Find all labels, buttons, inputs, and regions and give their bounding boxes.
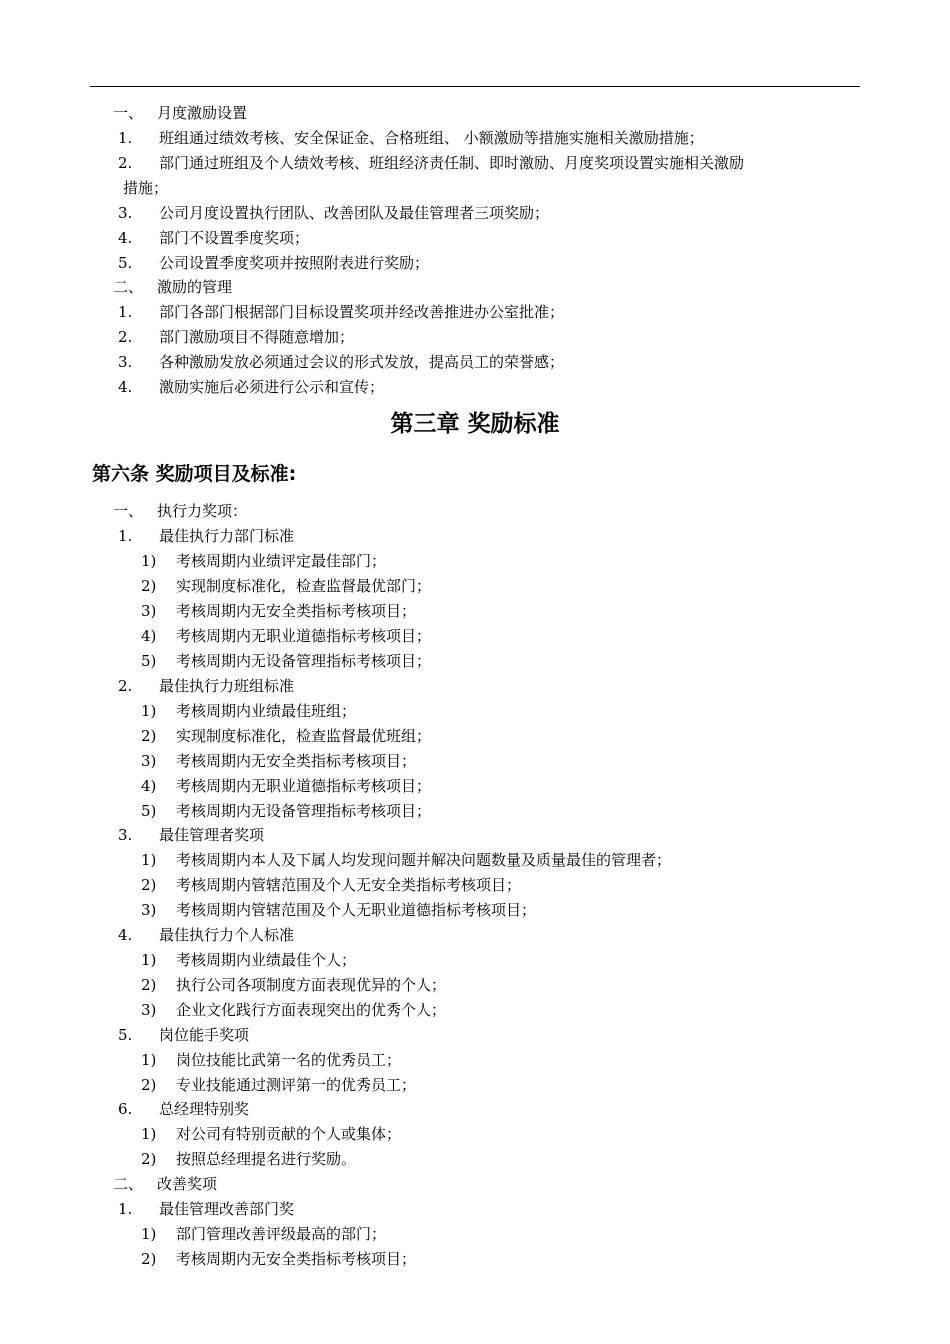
item-text: 公司设置季度奖项并按照附表进行奖励； xyxy=(159,254,430,272)
item-text: 部门各部门根据部门目标设置奖项并经改善推进办公室批准； xyxy=(159,303,565,321)
item-number: 5. xyxy=(118,254,133,272)
item-number: 2) xyxy=(141,1076,157,1094)
item-number: 1) xyxy=(141,1125,157,1143)
header-rule xyxy=(90,86,860,87)
item-text: 实现制度标准化，检查监督最优班组； xyxy=(176,727,432,745)
article-title: 第六条 奖励项目及标准: xyxy=(92,463,297,485)
item-text: 措施； xyxy=(123,179,169,197)
item-number: 5) xyxy=(141,652,157,670)
item-text: 总经理特别奖 xyxy=(159,1100,250,1118)
item-text: 考核周期内无职业道德指标考核项目； xyxy=(176,627,432,645)
item-text: 企业文化践行方面表现突出的优秀个人； xyxy=(176,1001,447,1019)
item-number: 1) xyxy=(141,702,157,720)
item-text: 考核周期内无设备管理指标考核项目； xyxy=(176,652,432,670)
item-number: 4) xyxy=(141,777,157,795)
item-number: 6. xyxy=(118,1100,133,1118)
item-text: 岗位能手奖项 xyxy=(159,1026,250,1044)
item-number: 2) xyxy=(141,1250,157,1268)
item-text: 专业技能通过测评第一的优秀员工； xyxy=(176,1076,417,1094)
section-title: 激励的管理 xyxy=(157,278,233,296)
item-text: 公司月度设置执行团队、改善团队及最佳管理者三项奖励； xyxy=(159,204,550,222)
item-number: 1) xyxy=(141,851,157,869)
item-number: 1. xyxy=(118,129,133,147)
section-number: 二、 xyxy=(113,1175,144,1193)
item-number: 1. xyxy=(118,527,133,545)
item-text: 各种激励发放必须通过会议的形式发放，提高员工的荣誉感； xyxy=(159,353,565,371)
item-number: 1. xyxy=(118,1200,133,1218)
item-text: 最佳管理改善部门奖 xyxy=(159,1200,295,1218)
item-text: 考核周期内管辖范围及个人无职业道德指标考核项目； xyxy=(176,901,537,919)
chapter-title: 第三章 奖励标准 xyxy=(390,411,560,437)
section-title: 执行力奖项： xyxy=(157,502,248,520)
item-number: 3. xyxy=(118,204,133,222)
item-text: 考核周期内无职业道德指标考核项目； xyxy=(176,777,432,795)
section-title: 改善奖项 xyxy=(157,1175,218,1193)
item-text: 按照总经理提名进行奖励。 xyxy=(176,1150,357,1168)
item-number: 2) xyxy=(141,727,157,745)
item-number: 1) xyxy=(141,1051,157,1069)
item-number: 3) xyxy=(141,1001,157,1019)
item-text: 考核周期内无设备管理指标考核项目； xyxy=(176,802,432,820)
item-number: 4. xyxy=(118,229,133,247)
item-number: 3) xyxy=(141,602,157,620)
item-text: 实现制度标准化，检查监督最优部门； xyxy=(176,577,432,595)
item-number: 1. xyxy=(118,303,133,321)
item-text: 最佳执行力个人标准 xyxy=(159,926,295,944)
item-text: 激励实施后必须进行公示和宣传； xyxy=(159,378,385,396)
item-number: 3. xyxy=(118,826,133,844)
item-number: 4. xyxy=(118,378,133,396)
item-number: 1) xyxy=(141,1225,157,1243)
item-number: 2. xyxy=(118,328,133,346)
section-number: 二、 xyxy=(113,278,144,296)
item-number: 3) xyxy=(141,901,157,919)
item-number: 2) xyxy=(141,577,157,595)
item-number: 1) xyxy=(141,552,157,570)
item-text: 岗位技能比武第一名的优秀员工； xyxy=(176,1051,402,1069)
item-number: 5) xyxy=(141,802,157,820)
item-text: 对公司有特别贡献的个人或集体； xyxy=(176,1125,402,1143)
item-text: 最佳执行力班组标准 xyxy=(159,677,295,695)
item-number: 2. xyxy=(118,677,133,695)
item-text: 考核周期内业绩最佳个人； xyxy=(176,951,357,969)
section-number: 一、 xyxy=(113,502,144,520)
item-text: 考核周期内业绩评定最佳部门； xyxy=(176,552,387,570)
item-number: 3) xyxy=(141,752,157,770)
item-text: 部门不设置季度奖项； xyxy=(159,229,310,247)
item-text: 部门通过班组及个人绩效考核、班组经济责任制、即时激励、月度奖项设置实施相关激励 xyxy=(159,154,745,172)
item-text: 考核周期内无安全类指标考核项目； xyxy=(176,752,417,770)
item-number: 4. xyxy=(118,926,133,944)
item-text: 考核周期内管辖范围及个人无安全类指标考核项目； xyxy=(176,876,522,894)
item-text: 考核周期内无安全类指标考核项目； xyxy=(176,1250,417,1268)
item-text: 班组通过绩效考核、安全保证金、合格班组、 小额激励等措施实施相关激励措施； xyxy=(159,129,704,147)
item-text: 考核周期内无安全类指标考核项目； xyxy=(176,602,417,620)
item-text: 考核周期内本人及下属人均发现问题并解决问题数量及质量最佳的管理者； xyxy=(176,851,672,869)
item-number: 2) xyxy=(141,876,157,894)
item-number: 5. xyxy=(118,1026,133,1044)
item-number: 4) xyxy=(141,627,157,645)
item-number: 3. xyxy=(118,353,133,371)
item-number: 1) xyxy=(141,951,157,969)
section-title: 月度激励设置 xyxy=(157,104,248,122)
item-text: 最佳管理者奖项 xyxy=(159,826,265,844)
item-number: 2) xyxy=(141,976,157,994)
item-text: 考核周期内业绩最佳班组； xyxy=(176,702,357,720)
item-number: 2) xyxy=(141,1150,157,1168)
item-text: 最佳执行力部门标准 xyxy=(159,527,295,545)
item-text: 部门激励项目不得随意增加； xyxy=(159,328,355,346)
item-text: 执行公司各项制度方面表现优异的个人； xyxy=(176,976,447,994)
section-number: 一、 xyxy=(113,104,144,122)
item-number: 2. xyxy=(118,154,133,172)
item-text: 部门管理改善评级最高的部门； xyxy=(176,1225,387,1243)
